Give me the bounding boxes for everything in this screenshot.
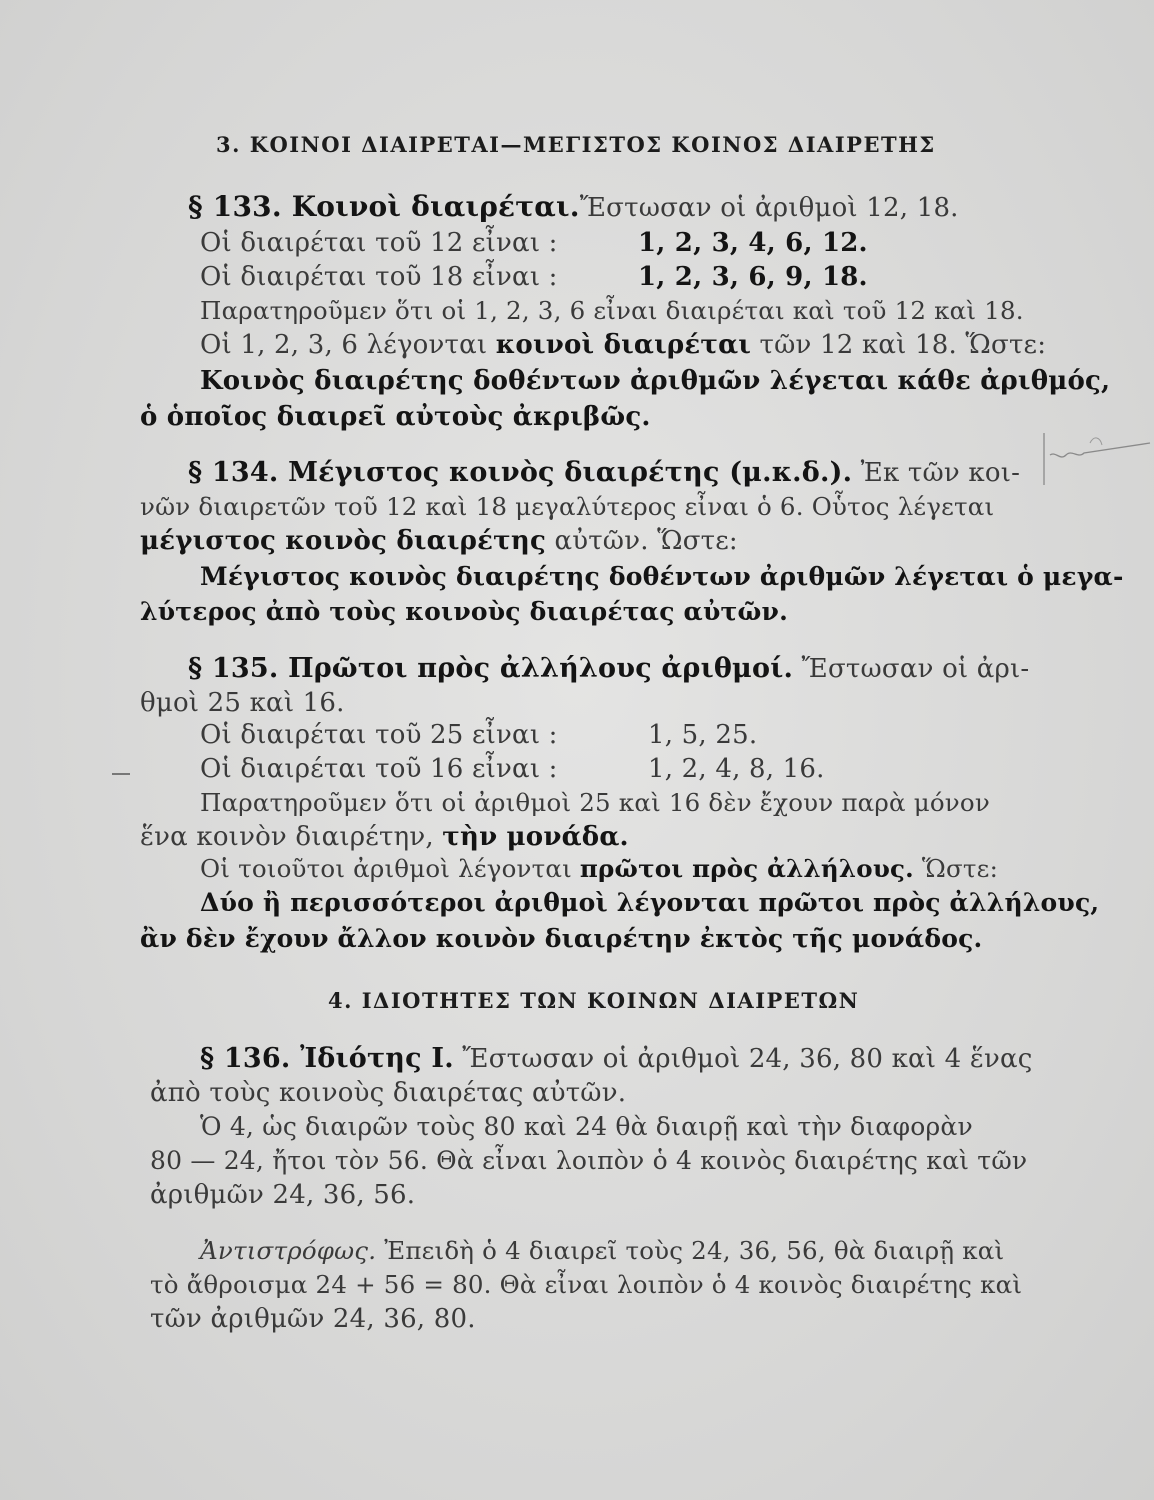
paragraph-134-line-1-rest: Ἐκ τῶν κοι- [860,458,1021,488]
definition-135-line-2: ἂν δὲν ἔχουν ἄλλον κοινὸν διαιρέτην ἐκτὸς τῆς μονάδος. [140,924,983,953]
definition-134-line-2: λύτερος ἀπὸ τοὺς κοινοὺς διαιρέτας αὐτῶν. [140,597,788,626]
divisors-18-values: 1, 2, 3, 6, 9, 18. [638,262,868,292]
paragraph-135-line-1 [188,652,1029,686]
paragraph-133-observe: Παρατηροῦμεν ὅτι οἱ 1, 2, 3, 6 εἶναι διαιρέται καὶ τοῦ 12 καὶ 18. [200,296,1024,325]
called-post: τῶν 12 καὶ 18. Ὥστε: [759,330,1047,360]
paragraph-133-line-1 [188,190,959,225]
divisors-12-label: Οἱ διαιρέται τοῦ 12 εἶναι : [200,228,558,258]
unity-term: τὴν μονάδα. [442,822,629,852]
paragraph-136-line-5: ἀριθμῶν 24, 36, 56. [150,1180,416,1210]
definition-133-line-1: Κοινὸς διαιρέτης δοθέντων ἀριθμῶν λέγεται κάθε ἀριθμός, [200,366,1111,396]
paragraph-135-observe-line-1: Παρατηροῦμεν ὅτι οἱ ἀριθμοὶ 25 καὶ 16 δὲν ἔχουν παρὰ μόνον [200,788,990,817]
converse-line-3: τῶν ἀριθμῶν 24, 36, 80. [150,1304,476,1334]
paragraph-136-line-1 [200,1042,1033,1076]
paragraph-134-line-1 [188,456,1020,490]
margin-pencil-dash [112,773,130,775]
paragraph-134-title: § 134. Μέγιστος κοινὸς διαιρέτης (μ.κ.δ.). [188,457,853,488]
definition-135-line-1: Δύο ἢ περισσότεροι ἀριθμοὶ λέγονται πρῶτοι πρὸς ἀλλήλους, [200,888,1100,917]
section-3-heading: 3. ΚΟΙΝΟΙ ΔΙΑΙΡΕΤΑΙ—ΜΕΓΙΣΤΟΣ ΚΟΙΝΟΣ ΔΙΑΙΡΕΤΗΣ [216,132,936,157]
paragraph-134-line-3-rest: αὐτῶν. Ὥστε: [554,526,738,556]
paragraph-135-observe-line-2 [140,820,629,854]
divisors-16-values: 1, 2, 4, 8, 16. [648,754,825,784]
divisors-18-label: Οἱ διαιρέται τοῦ 18 εἶναι : [200,262,558,292]
converse-line-2: τὸ ἄθροισμα 24 + 56 = 80. Θὰ εἶναι λοιπὸν ὁ 4 κοινὸς διαιρέτης καὶ [150,1270,1023,1299]
divisors-12-row [200,226,868,260]
paragraph-136-line-1-rest: Ἔστωσαν οἱ ἀριθμοὶ 24, 36, 80 καὶ 4 ἕνας [462,1044,1033,1074]
paragraph-134-line-2: νῶν διαιρετῶν τοῦ 12 καὶ 18 μεγαλύτερος εἶναι ὁ 6. Οὗτος λέγεται [140,492,995,521]
observe-pre: ἕνα κοινὸν διαιρέτην, [140,822,434,852]
section-4-heading: 4. ΙΔΙΟΤΗΤΕΣ ΤΩΝ ΚΟΙΝΩΝ ΔΙΑΙΡΕΤΩΝ [328,988,860,1013]
divisors-16-row [200,752,825,786]
called-bold: κοινοὶ διαιρέται [495,330,752,360]
definition-134-line-1: Μέγιστος κοινὸς διαιρέτης δοθέντων ἀριθμῶν λέγεται ὁ μεγα- [200,562,1124,591]
divisors-12-values: 1, 2, 3, 4, 6, 12. [638,228,868,258]
paragraph-135-such [200,852,998,886]
coprime-term: πρῶτοι πρὸς ἀλλήλους. [579,854,914,883]
divisors-25-label: Οἱ διαιρέται τοῦ 25 εἶναι : [200,720,558,750]
converse-label: Ἀντιστρόφως. [200,1236,377,1265]
paragraph-133-called [200,328,1046,362]
divisors-25-values: 1, 5, 25. [648,720,758,750]
paragraph-136-line-2: ἀπὸ τοὺς κοινοὺς διαιρέτας αὐτῶν. [150,1078,627,1108]
paragraph-136-title: § 136. Ἰδιότης Ι. [200,1043,454,1074]
paragraph-133-intro: Ἔστωσαν οἱ ἀριθμοὶ 12, 18. [579,193,959,223]
converse-line-1-rest: Ἐπειδὴ ὁ 4 διαιρεῖ τοὺς 24, 36, 56, θὰ διαιρῇ καὶ [384,1236,1005,1265]
such-post: Ὥστε: [921,854,999,883]
margin-pencil-scribble [1030,415,1154,495]
paragraph-133-title: § 133. Κοινοὶ διαιρέται. [188,190,580,223]
paragraph-135-title: § 135. Πρῶτοι πρὸς ἀλλήλους ἀριθμοί. [188,653,794,684]
such-pre: Οἱ τοιοῦτοι ἀριθμοὶ λέγονται [200,854,572,883]
definition-133-line-2: ὁ ὁποῖος διαιρεῖ αὐτοὺς ἀκριβῶς. [140,402,651,432]
paragraph-134-line-3 [140,524,738,558]
divisors-18-row [200,260,868,294]
called-pre: Οἱ 1, 2, 3, 6 λέγονται [200,330,488,360]
converse-line-1 [200,1234,1004,1268]
divisors-16-label: Οἱ διαιρέται τοῦ 16 εἶναι : [200,754,558,784]
paragraph-136-line-3: Ὁ 4, ὡς διαιρῶν τοὺς 80 καὶ 24 θὰ διαιρῇ καὶ τὴν διαφορὰν [200,1112,973,1141]
mkd-term: μέγιστος κοινὸς διαιρέτης [140,526,546,556]
paragraph-136-line-4: 80 — 24, ἤτοι τὸν 56. Θὰ εἶναι λοιπὸν ὁ 4 κοινὸς διαιρέτης καὶ τῶν [150,1146,1028,1175]
paragraph-135-line-2: θμοὶ 25 καὶ 16. [140,688,345,718]
paragraph-135-line-1-rest: Ἔστωσαν οἱ ἀρι- [801,654,1030,684]
divisors-25-row [200,718,758,752]
